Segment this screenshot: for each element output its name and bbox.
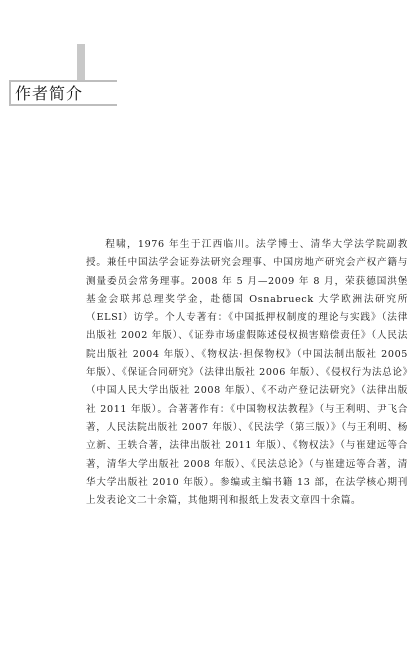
title-frame [9,80,117,106]
page-title: 作者简介 [15,84,84,103]
section-header [9,44,119,108]
author-bio-paragraph: 程啸，1976 年生于江西临川。法学博士、清华大学法学院副教授。兼任中国法学会证券法研究会理事、中国房地产研究会产权产籍与测量委员会常务理事。2008 年 5 月—2009 年 8 月，荣获德国洪堡基金会联邦总理奖学金，赴德国 Osnabrueck 大学欧洲法研究所（ELSI）访学。个人专著有：《中国抵押权制度的理论与实践》（法律出版社 2002 年版）、《证券市场虚假陈述侵权损害赔偿责任》（人民法院出版社 2004 年版）、《物权法·担保物权》（中国法制出版社 2005 年版）、《保证合同研究》（法律出版社 2006 年版）、《侵权行为法总论》（中国人民大学出版社 2008 年版）、《不动产登记法研究》（法律出版社 2011 年版）。合著著作有：《中国物权法教程》（与王利明、尹飞合著，人民法院出版社 2007 年版）、《民法学（第三版）》（与王利明、杨立新、王轶合著，法律出版社 2011 年版）、《物权法》（与崔建远等合著，清华大学出版社 2008 年版）、《民法总论》（与崔建远等合著，清华大学出版社 2010 年版）。参编或主编书籍 13 部，在法学核心期刊上发表论文二十余篇，其他期刊和报纸上发表文章四十余篇。 [86,239,408,507]
decorative-tab [77,44,85,80]
